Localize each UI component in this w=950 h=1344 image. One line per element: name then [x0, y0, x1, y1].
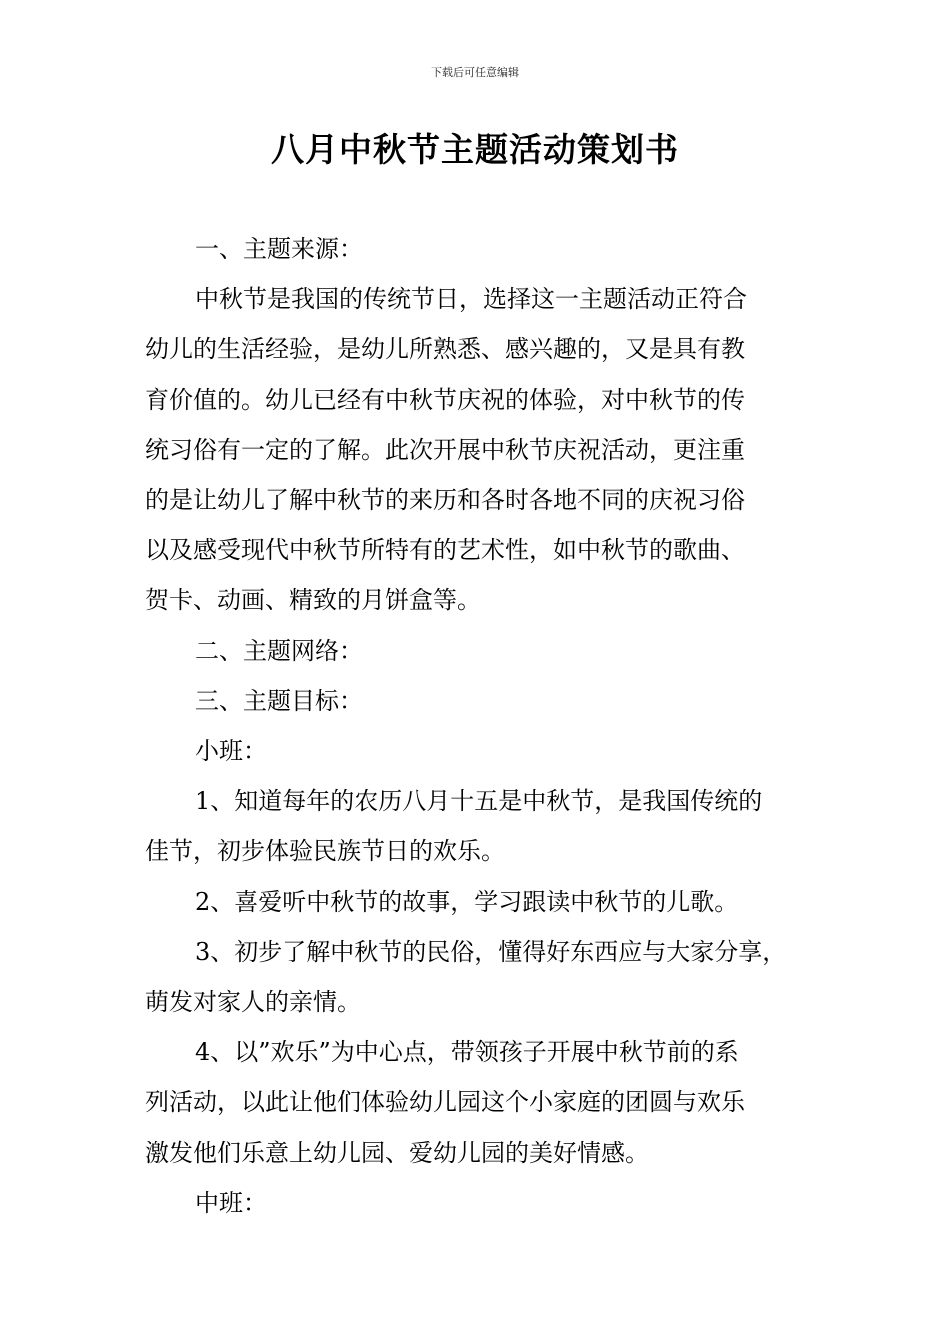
document-body [145, 224, 825, 1228]
text-line: 佳节，初步体验民族节日的欢乐。 [145, 837, 505, 866]
text-line: 以及感受现代中秋节所特有的艺术性，如中秋节的歌曲、 [145, 536, 745, 565]
text-line: 幼儿的生活经验，是幼儿所熟悉、感兴趣的，又是具有教 [145, 335, 745, 364]
section-heading-theme-goals: 三、主题目标： [195, 686, 363, 715]
text-line: 一、主题来源： [195, 235, 363, 263]
text-line: 统习俗有一定的了解。此次开展中秋节庆祝活动，更注重 [145, 435, 745, 464]
text-line: 4、以”欢乐”为中心点，带领孩子开展中秋节前的系 [195, 1038, 739, 1067]
section-heading-theme-source [145, 224, 825, 274]
text-line: 育价值的。幼儿已经有中秋节庆祝的体验，对中秋节的传 [145, 385, 745, 414]
page-header-note: 下载后可任意编辑 [431, 66, 519, 79]
goal-item-4 [145, 1027, 825, 1178]
text-line: 3、初步了解中秋节的民俗，懂得好东西应与大家分享， [195, 937, 787, 966]
text-line: 贺卡、动画、精致的月饼盒等。 [145, 586, 481, 615]
text-line: 萌发对家人的亲情。 [145, 988, 361, 1017]
goal-item-1 [145, 776, 825, 876]
paragraph-theme-source-body [145, 274, 825, 625]
text-line: 列活动，以此让他们体验幼儿园这个小家庭的团圆与欢乐 [145, 1088, 745, 1117]
text-line: 激发他们乐意上幼儿园、爱幼儿园的美好情感。 [145, 1138, 649, 1167]
section-heading-theme-network: 二、主题网络： [195, 636, 363, 665]
goal-item-3 [145, 927, 825, 1027]
text-line: 的是让幼儿了解中秋节的来历和各时各地不同的庆祝习俗 [145, 486, 745, 515]
subheading-middle-class: 中班： [195, 1188, 267, 1217]
text-line: 中秋节是我国的传统节日，选择这一主题活动正符合 [195, 285, 747, 314]
text-line: 2、喜爱听中秋节的故事，学习跟读中秋节的儿歌。 [195, 887, 739, 916]
goal-item-2 [145, 877, 825, 927]
document-title: 八月中秋节主题活动策划书 [271, 130, 679, 169]
subheading-small-class: 小班： [195, 737, 267, 766]
text-line: 1、知道每年的农历八月十五是中秋节，是我国传统的 [195, 787, 763, 816]
